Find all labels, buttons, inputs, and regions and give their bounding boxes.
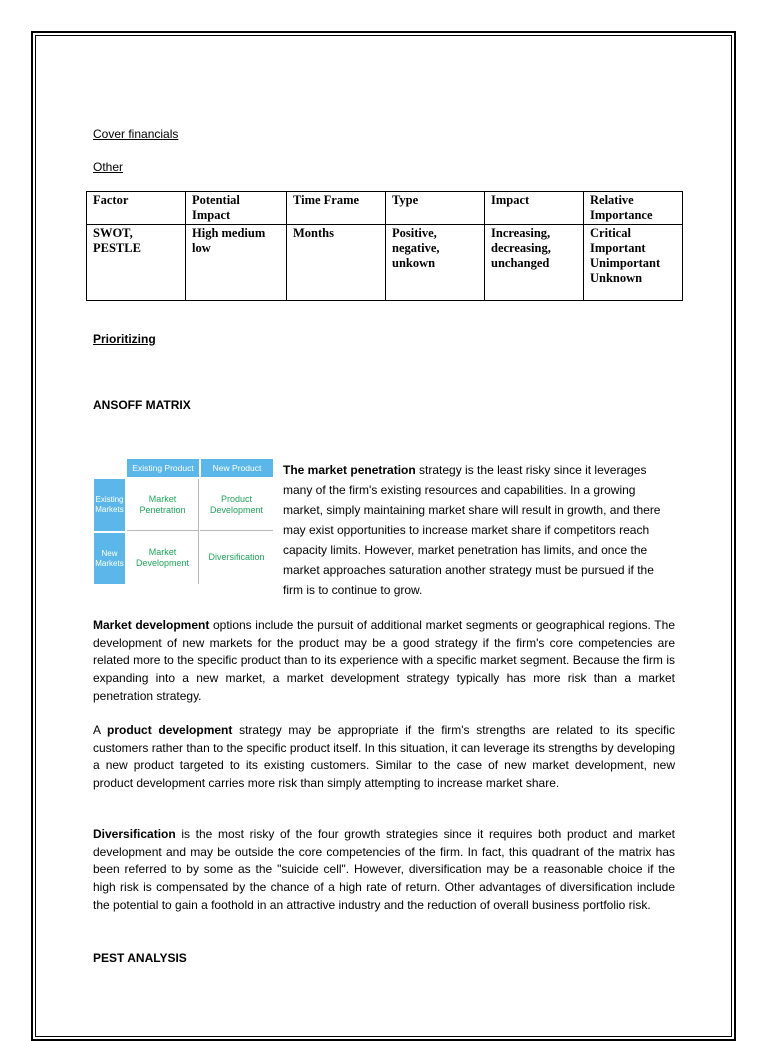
paragraph-lead: Market development <box>93 618 210 632</box>
ansoff-market-penetration: Market Penetration <box>127 479 199 531</box>
paragraph-body: options include the pursuit of additional market segments or geographical regions. The development of new markets for the product may be a good strategy if the firm's core competencies are related more to the specific product than to its experience with a specific market segment. Because the firm is expanding into a new market, a market development strategy typically has more risk than a market penetration strategy. <box>93 618 675 703</box>
paragraph-market-penetration <box>283 460 675 600</box>
table-header-cell: Potential Impact <box>186 192 287 225</box>
paragraph-diversification <box>93 826 675 915</box>
paragraph-body: is the most risky of the four growth strategies since it requires both product and market development and may be outside the core competencies of the firm. In fact, this quadrant of the matrix has been referred to by some as the "suicide cell". However, diversification may be a reasonable choice if the high risk is compensated by the chance of a high rate of return. Other advantages of diversification include the potential to gain a foothold in an attractive industry and the reduction of overall business portfolio risk. <box>93 827 675 912</box>
table-row <box>87 225 683 301</box>
heading-prioritizing: Prioritizing <box>93 332 156 346</box>
paragraph-lead: Diversification <box>93 827 176 841</box>
paragraph-lead: product development <box>107 723 233 737</box>
table-header-cell: Type <box>386 192 485 225</box>
paragraph-body: strategy is the least risky since it leverages many of the firm's existing resources and capabilities. In a growing market, simply maintaining market share will result in growth, and there may exist opportunities to increase market share if competitors reach capacity limits. However, market penetration has limits, and once the market approaches saturation another strategy must be pursued if the firm is to continue to grow. <box>283 463 661 597</box>
table-header-cell: Impact <box>485 192 584 225</box>
ansoff-col-existing-product: Existing Product <box>127 459 199 477</box>
ansoff-matrix-figure <box>94 459 273 584</box>
table-cell: Months <box>287 225 386 301</box>
ansoff-product-development: Product Development <box>200 479 273 531</box>
paragraph-pre: A <box>93 723 108 737</box>
paragraph-lead: The market penetration <box>283 463 416 477</box>
table-header-row <box>87 192 683 225</box>
ansoff-col-new-product: New Product <box>201 459 273 477</box>
table-header-cell: Factor <box>87 192 186 225</box>
ansoff-row-new-markets: New Markets <box>94 533 125 584</box>
ansoff-diversification: Diversification <box>208 552 265 562</box>
paragraph-product-development <box>93 722 675 793</box>
table-cell: High medium low <box>186 225 287 301</box>
table-header-cell: Relative Importance <box>584 192 683 225</box>
table-cell: Positive, negative, unkown <box>386 225 485 301</box>
table-cell: Critical Important Unimportant Unknown <box>584 225 683 301</box>
table-cell: SWOT, PESTLE <box>87 225 186 301</box>
paragraph-market-development <box>93 617 675 706</box>
table-cell: Increasing, decreasing, unchanged <box>485 225 584 301</box>
table-header-cell: Time Frame <box>287 192 386 225</box>
ansoff-market-development: Market Development <box>127 531 199 584</box>
ansoff-row-existing-markets: Existing Markets <box>94 479 125 531</box>
paragraph-body: strategy may be appropriate if the firm's strengths are related to its specific customers rather than to the specific product itself. In this situation, it can leverage its strengths by developing a new product targeted to its existing customers. Similar to the case of new market development, new product development carries more risk than simply attempting to increase market share. <box>93 723 675 791</box>
heading-ansoff-matrix: ANSOFF MATRIX <box>93 398 191 412</box>
heading-pest-analysis: PEST ANALYSIS <box>93 951 187 965</box>
heading-cover-financials: Cover financials <box>93 127 179 141</box>
factor-table <box>86 191 683 301</box>
heading-other: Other <box>93 160 124 174</box>
